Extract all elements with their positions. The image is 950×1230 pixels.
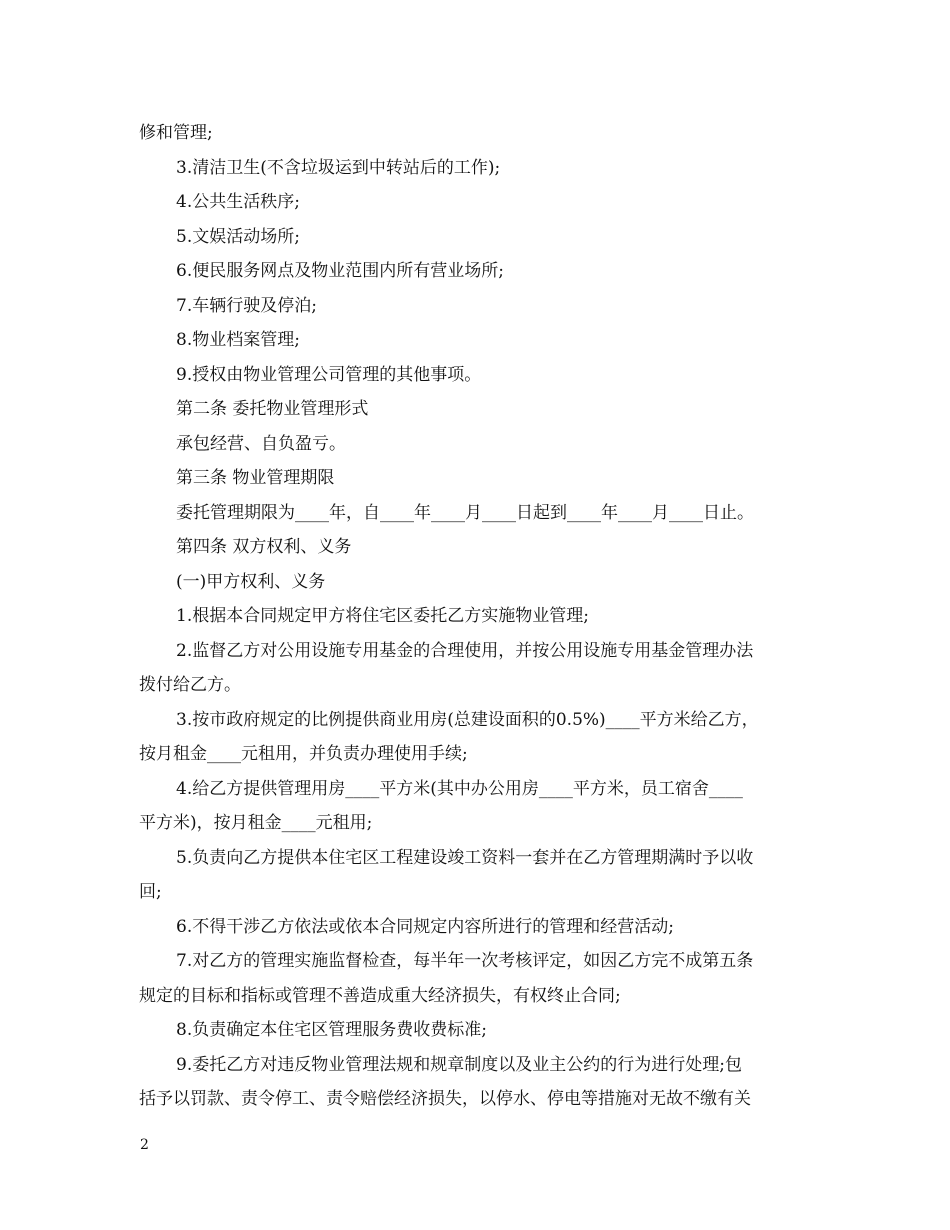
text-line: 5.文娱活动场所;	[176, 226, 300, 247]
text-line: 第四条 双方权利、义务	[176, 537, 352, 557]
text-line: (一)甲方权利、义务	[176, 571, 326, 592]
text-line: 第三条 物业管理期限	[176, 468, 335, 488]
text-line: 第二条 委托物业管理形式	[176, 399, 369, 419]
text-line: 1.根据本合同规定甲方将住宅区委托乙方实施物业管理;	[176, 606, 589, 626]
text-line: 6.不得干涉乙方依法或依本合同规定内容所进行的管理和经营活动;	[176, 916, 674, 937]
text-line: 9.委托乙方对违反物业管理法规和规章制度以及业主公约的行为进行处理;包	[176, 1054, 742, 1075]
text-line: 6.便民服务网点及物业范围内所有营业场所;	[176, 261, 504, 281]
text-line: 8.物业档案管理;	[176, 330, 300, 350]
page-number: 2	[140, 1137, 149, 1153]
text-line: 3.按市政府规定的比例提供商业用房(总建设面积的0.5%)____平方米给乙方，	[176, 709, 759, 730]
text-line: 9.授权由物业管理公司管理的其他事项。	[176, 364, 482, 385]
text-line: 委托管理期限为____年，自____年____月____日起到____年____月____日止。	[176, 502, 754, 523]
text-line: 拨付给乙方。	[139, 675, 241, 695]
text-line: 5.负责向乙方提供本住宅区工程建设竣工资料一套并在乙方管理期满时予以收	[176, 847, 754, 868]
text-line: 按月租金____元租用，并负责办理使用手续;	[139, 744, 468, 764]
text-line: 7.对乙方的管理实施监督检查，每半年一次考核评定，如因乙方完不成第五条	[176, 951, 754, 971]
text-line: 承包经营、自负盈亏。	[176, 433, 346, 454]
text-line: 4.给乙方提供管理用房____平方米(其中办公用房____平方米，员工宿舍____	[176, 778, 743, 799]
text-line: 7.车辆行驶及停泊;	[176, 295, 317, 316]
document-body	[139, 116, 824, 1117]
text-line: 修和管理;	[139, 123, 213, 143]
text-line: 4.公共生活秩序;	[176, 192, 300, 212]
text-line: 8.负责确定本住宅区管理服务费收费标准;	[176, 1020, 487, 1040]
text-line: 3.清洁卫生(不含垃圾运到中转站后的工作);	[176, 157, 501, 178]
text-line: 规定的目标和指标或管理不善造成重大经济损失，有权终止合同;	[139, 985, 621, 1006]
text-line: 2.监督乙方对公用设施专用基金的合理使用，并按公用设施专用基金管理办法	[176, 640, 754, 661]
text-line: 括予以罚款、责令停工、责令赔偿经济损失，以停水、停电等措施对无故不缴有关	[139, 1089, 751, 1109]
text-line: 回;	[139, 882, 162, 902]
text-line: 平方米)，按月租金____元租用;	[139, 813, 373, 833]
